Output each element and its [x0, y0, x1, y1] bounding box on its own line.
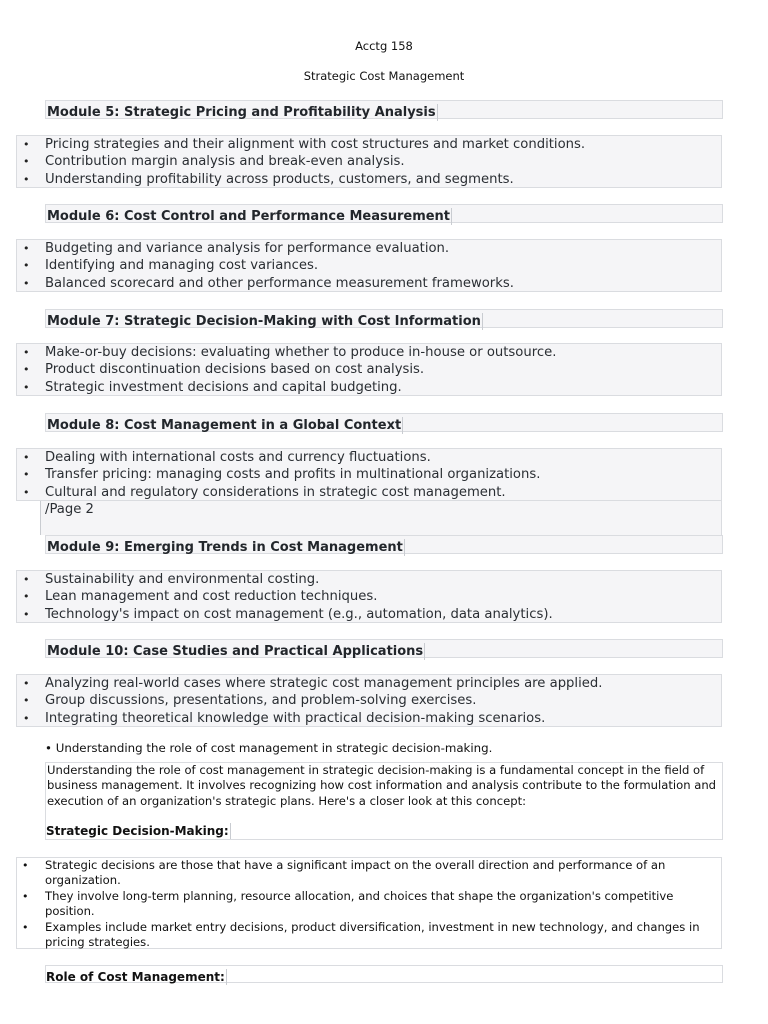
- intro-bullet: • Understanding the role of cost management in strategic decision-making.: [45, 741, 493, 755]
- module-8-list-box: [16, 448, 722, 501]
- list-item: • Make-or-buy decisions: evaluating whether to produce in-house or outsource.: [17, 344, 721, 361]
- module-9-list: [17, 571, 721, 623]
- list-item: • Understanding profitability across products, customers, and segments.: [17, 171, 721, 188]
- list-item: • Contribution margin analysis and break-even analysis.: [17, 153, 721, 170]
- list-item: • Pricing strategies and their alignment with cost structures and market conditions.: [17, 136, 721, 153]
- module-9-list-box: [16, 570, 722, 623]
- module-7-list-box: [16, 343, 722, 396]
- strategic-list: [17, 858, 721, 950]
- list-item: • Transfer pricing: managing costs and profits in multinational organizations.: [17, 466, 721, 483]
- list-item: • Cultural and regulatory considerations in strategic cost management.: [17, 484, 721, 501]
- list-item: • Technology's impact on cost management (e.g., automation, data analytics).: [17, 606, 721, 623]
- strategic-list-box: [16, 857, 722, 949]
- page-marker: /Page 2: [40, 501, 722, 535]
- list-item: • Identifying and managing cost variances.: [17, 257, 721, 274]
- module-7-heading-box: [45, 309, 723, 328]
- module-6-heading: Module 6: Cost Control and Performance Measurement: [47, 209, 451, 224]
- module-5-list-box: [16, 135, 722, 188]
- module-8-heading-box: [45, 413, 723, 432]
- strategic-decision-heading: Strategic Decision-Making:: [46, 824, 229, 838]
- list-item: • Strategic investment decisions and capital budgeting.: [17, 379, 721, 396]
- list-item: • Strategic decisions are those that have a significant impact on the overall direction and performance of an organization.: [17, 858, 721, 889]
- list-item: • Group discussions, presentations, and problem-solving exercises.: [17, 692, 721, 709]
- list-item: • Lean management and cost reduction techniques.: [17, 588, 721, 605]
- module-8-list: [17, 449, 721, 501]
- list-item: • Sustainability and environmental costing.: [17, 571, 721, 588]
- list-item: • Integrating theoretical knowledge with practical decision-making scenarios.: [17, 710, 721, 727]
- module-10-list-box: [16, 674, 722, 727]
- list-item: • Examples include market entry decisions, product diversification, investment in new technology, and changes in pricing strategies.: [17, 920, 721, 951]
- module-7-list: [17, 344, 721, 396]
- module-9-heading-box: [45, 535, 723, 554]
- module-9-heading: Module 9: Emerging Trends in Cost Management: [47, 540, 403, 555]
- role-heading-box: [45, 965, 723, 983]
- module-8-heading: Module 8: Cost Management in a Global Context: [47, 418, 402, 433]
- document-title: Strategic Cost Management: [303, 69, 465, 83]
- intro-paragraph-box: [45, 762, 723, 840]
- module-7-heading: Module 7: Strategic Decision-Making with Cost Information: [47, 314, 481, 329]
- list-item: • Product discontinuation decisions based on cost analysis.: [17, 361, 721, 378]
- module-5-list: [17, 136, 721, 188]
- module-6-list: [17, 240, 721, 292]
- list-item: • Dealing with international costs and currency fluctuations.: [17, 449, 721, 466]
- module-10-list: [17, 675, 721, 727]
- module-5-heading: Module 5: Strategic Pricing and Profitability Analysis: [47, 105, 436, 120]
- list-item: • Analyzing real-world cases where strategic cost management principles are applied.: [17, 675, 721, 692]
- module-6-list-box: [16, 239, 722, 292]
- intro-paragraph: Understanding the role of cost management in strategic decision-making is a fundamental concept in the field of business management. It involves recognizing how cost information and analysis contribute to the formulation and execution of an organization's strategic plans. Here's a closer look at this concept:: [47, 763, 717, 808]
- module-10-heading: Module 10: Case Studies and Practical Applications: [47, 644, 424, 659]
- module-5-heading-box: [45, 100, 723, 119]
- course-code: Acctg 158: [355, 39, 413, 53]
- list-item: • Budgeting and variance analysis for performance evaluation.: [17, 240, 721, 257]
- list-item: • Balanced scorecard and other performance measurement frameworks.: [17, 275, 721, 292]
- module-10-heading-box: [45, 639, 723, 658]
- list-item: • They involve long-term planning, resource allocation, and choices that shape the organization's competitive position.: [17, 889, 721, 920]
- module-6-heading-box: [45, 204, 723, 223]
- role-of-cost-management-heading: Role of Cost Management:: [46, 970, 225, 984]
